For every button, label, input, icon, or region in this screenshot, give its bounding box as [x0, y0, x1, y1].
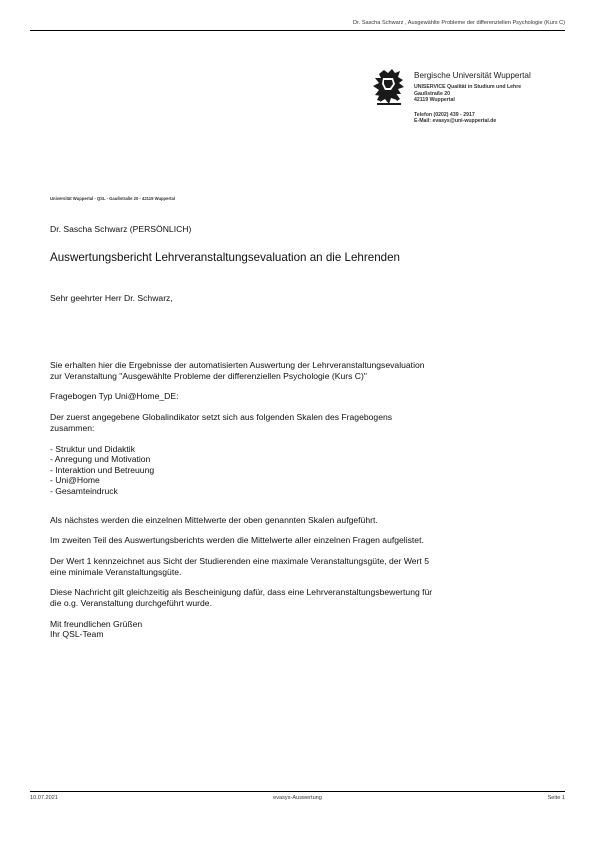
closing	[50, 619, 560, 640]
list-item: - Gesamteindruck	[50, 485, 118, 496]
letter-body	[50, 360, 560, 640]
institution-line: 42119 Wuppertal	[414, 97, 455, 104]
footer-page-number: Seite 1	[547, 795, 565, 801]
list-item: - Anregung und Motivation	[50, 454, 151, 465]
questionnaire-type: Fragebogen Typ Uni@Home_DE:	[50, 391, 179, 402]
next-paragraph: Als nächstes werden die einzelnen Mittelwerte der oben genannten Skalen aufgeführt.	[50, 514, 378, 525]
institution-line: Gaußstraße 20	[414, 90, 451, 97]
institution-name: Bergische Universität Wuppertal	[414, 71, 531, 80]
index-paragraph: Der zuerst angegebene Globalindikator setzt sich aus folgenden Skalen des Fragebogens zusammen:	[50, 412, 393, 433]
value-paragraph: Der Wert 1 kennzeichnet aus Sicht der Studierenden eine maximale Veranstaltungsgüte, der Wert 5 eine minimale Veranstaltungsgüte.	[50, 556, 429, 577]
page-title: Auswertungsbericht Lehrveranstaltungsevaluation an die Lehrenden	[50, 251, 400, 264]
footer-center: evasys-Auswertung	[273, 795, 322, 801]
list-item: - Interaktion und Betreuung	[50, 464, 155, 475]
institution-email: E-Mail: evasys@uni-wuppertal.de	[414, 118, 497, 125]
recipient-name: Dr. Sascha Schwarz (PERSÖNLICH)	[50, 224, 192, 234]
list-item: - Struktur und Didaktik	[50, 443, 136, 454]
certificate-paragraph: Diese Nachricht gilt gleichzeitig als Bescheinigung dafür, dass eine Lehrveranstaltungsbewertung für die o.g. Veranstaltung durchgeführt wurde.	[50, 587, 433, 609]
salutation: Sehr geehrter Herr Dr. Schwarz,	[50, 293, 173, 303]
page-footer	[30, 791, 565, 802]
footer-date: 10.07.2021	[30, 795, 58, 801]
running-title: Dr. Sascha Schwarz , Ausgewählte Probleme der differenziellen Psychologie (Kurs C)	[353, 20, 565, 26]
second-part-paragraph: Im zweiten Teil des Auswertungsberichts werden die Mittelwerte aller einzelnen Fragen aufgelistet.	[50, 535, 424, 546]
sender-address-line: Universität Wuppertal - QSL - Gaußstraße 20 - 42119 Wuppertal	[50, 196, 175, 201]
institution-line: UNISERVICE Qualität in Studium und Lehre	[414, 84, 522, 90]
closing-signature: Ihr QSL-Team	[50, 629, 104, 640]
scale-list	[50, 444, 560, 497]
running-header	[30, 18, 565, 31]
institution-phone: Telefon (0202) 439 - 2917	[414, 111, 475, 118]
intro-paragraph: Sie erhalten hier die Ergebnisse der automatisierten Auswertung der Lehrveranstaltungsevaluation zur Veranstaltung "Ausgewählte Probleme der differenziellen Psychologie (Kurs C)"	[50, 360, 425, 381]
closing-greeting: Mit freundlichen Grüßen	[50, 618, 143, 629]
institution-block	[414, 70, 574, 125]
list-item: - Uni@Home	[50, 475, 100, 486]
lion-crest-icon	[371, 68, 409, 108]
